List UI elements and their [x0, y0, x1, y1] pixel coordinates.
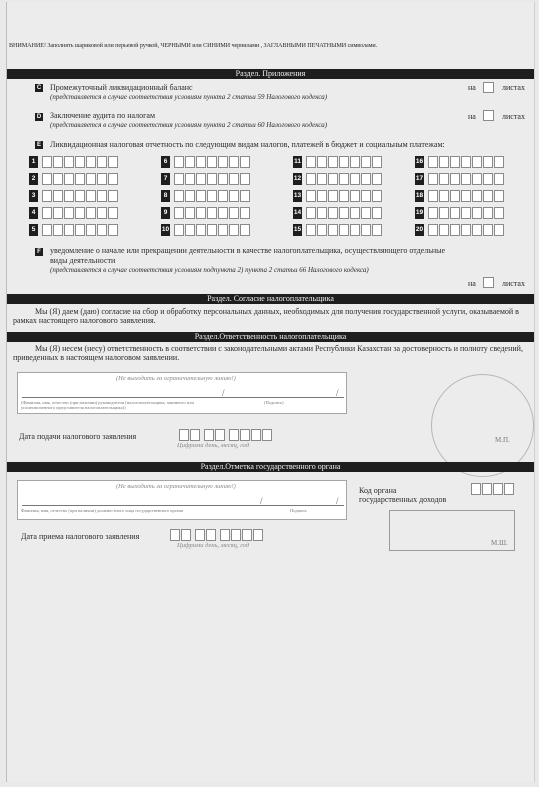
- submission-date-cell[interactable]: [190, 429, 200, 441]
- tax-code-cell[interactable]: [108, 173, 118, 185]
- tax-code-cell[interactable]: [439, 190, 449, 202]
- tax-code-cell[interactable]: [372, 224, 382, 236]
- tax-code-cell[interactable]: [42, 156, 52, 168]
- tax-code-cell[interactable]: [64, 190, 74, 202]
- tax-code-cell[interactable]: [372, 190, 382, 202]
- tax-code-row-number: 12: [293, 173, 302, 185]
- tax-code-cell[interactable]: [53, 207, 63, 219]
- tax-code-cell[interactable]: [339, 224, 349, 236]
- tax-code-row: [161, 207, 251, 219]
- appendix-c-sheets-input[interactable]: [483, 82, 494, 93]
- tax-code-cell[interactable]: [218, 207, 228, 219]
- submission-date-cell[interactable]: [240, 429, 250, 441]
- tax-code-cell[interactable]: [42, 207, 52, 219]
- tax-code-cell[interactable]: [439, 207, 449, 219]
- tax-code-row: [293, 156, 383, 168]
- appendix-c-note: (представляется в случае соответствия условиям пункта 2 статьи 59 Налогового кодекса): [50, 93, 328, 101]
- tax-code-cell[interactable]: [240, 224, 250, 236]
- tax-code-cell[interactable]: [483, 190, 493, 202]
- tax-code-cell[interactable]: [339, 156, 349, 168]
- tax-code-cell[interactable]: [450, 173, 460, 185]
- tax-code-row-number: 10: [161, 224, 170, 236]
- form-sheet: [6, 2, 535, 782]
- tax-code-cell[interactable]: [350, 207, 360, 219]
- tax-code-cell[interactable]: [185, 224, 195, 236]
- tax-code-cell[interactable]: [97, 207, 107, 219]
- tax-code-cell[interactable]: [207, 207, 217, 219]
- tax-code-cell[interactable]: [472, 224, 482, 236]
- tax-code-cell[interactable]: [207, 156, 217, 168]
- submission-date-cell[interactable]: [229, 429, 239, 441]
- tax-code-cell[interactable]: [42, 173, 52, 185]
- tax-code-cell[interactable]: [350, 190, 360, 202]
- tax-code-cell[interactable]: [218, 224, 228, 236]
- tax-code-cell[interactable]: [196, 156, 206, 168]
- tax-code-cell[interactable]: [97, 190, 107, 202]
- tax-code-cell[interactable]: [328, 224, 338, 236]
- tax-code-cell[interactable]: [450, 190, 460, 202]
- tax-code-cell[interactable]: [75, 190, 85, 202]
- tax-code-cell[interactable]: [339, 190, 349, 202]
- tax-code-cell[interactable]: [174, 190, 184, 202]
- tax-code-cell[interactable]: [472, 173, 482, 185]
- tax-code-cell[interactable]: [350, 156, 360, 168]
- submission-date-hint: Цифрами день, месяц, год: [177, 442, 250, 449]
- tax-code-cell[interactable]: [108, 207, 118, 219]
- tax-code-row-number: 13: [293, 190, 302, 202]
- tax-code-cell[interactable]: [439, 224, 449, 236]
- tax-code-cell[interactable]: [207, 190, 217, 202]
- acceptance-date-cell[interactable]: [206, 529, 216, 541]
- official-name-signature-field[interactable]: [17, 480, 347, 520]
- taxpayer-field-line: [22, 397, 344, 398]
- taxpayer-field-slash-end: /: [336, 388, 339, 398]
- tax-code-cell[interactable]: [483, 173, 493, 185]
- tax-code-cell[interactable]: [174, 156, 184, 168]
- authority-stamp-label: М.Ш.: [491, 539, 508, 547]
- tax-code-cell[interactable]: [428, 156, 438, 168]
- tax-code-cell[interactable]: [306, 173, 316, 185]
- tax-code-cell[interactable]: [439, 173, 449, 185]
- official-field-slash: /: [260, 496, 263, 506]
- tax-code-cell[interactable]: [97, 156, 107, 168]
- tax-code-row: [415, 207, 505, 219]
- tax-code-cell[interactable]: [428, 207, 438, 219]
- tax-code-cell[interactable]: [185, 190, 195, 202]
- tax-code-cell[interactable]: [361, 207, 371, 219]
- tax-code-cell[interactable]: [218, 173, 228, 185]
- tax-code-row-number: 20: [415, 224, 424, 236]
- tax-code-cell[interactable]: [86, 190, 96, 202]
- tax-code-cell[interactable]: [494, 173, 504, 185]
- tax-code-cell[interactable]: [428, 224, 438, 236]
- submission-date-cell[interactable]: [179, 429, 189, 441]
- tax-code-cell[interactable]: [361, 156, 371, 168]
- tax-code-cell[interactable]: [350, 173, 360, 185]
- tax-code-row-number: 19: [415, 207, 424, 219]
- tax-code-row: [161, 190, 251, 202]
- tax-code-cell[interactable]: [461, 190, 471, 202]
- tax-code-cell[interactable]: [207, 224, 217, 236]
- tax-code-cell[interactable]: [53, 190, 63, 202]
- tax-code-row: [415, 224, 505, 236]
- tax-code-cell[interactable]: [450, 207, 460, 219]
- tax-code-row: [415, 173, 505, 185]
- tax-code-row-number: 15: [293, 224, 302, 236]
- tax-code-row-number: 9: [161, 207, 170, 219]
- submission-date-cell[interactable]: [262, 429, 272, 441]
- tax-code-cell[interactable]: [361, 190, 371, 202]
- tax-code-row: [29, 156, 119, 168]
- tax-code-cell[interactable]: [64, 207, 74, 219]
- tax-code-cell[interactable]: [328, 173, 338, 185]
- tax-code-cell[interactable]: [361, 173, 371, 185]
- appendix-c-na: на: [468, 83, 476, 92]
- taxpayer-name-signature-field[interactable]: [17, 372, 347, 414]
- submission-date-cell[interactable]: [204, 429, 214, 441]
- submission-date-label: Дата подачи налогового заявления: [19, 432, 137, 441]
- authority-code-cells: [471, 483, 515, 495]
- tax-code-cell[interactable]: [185, 173, 195, 185]
- tax-code-cell[interactable]: [494, 190, 504, 202]
- tax-code-row: [161, 173, 251, 185]
- tax-code-cell[interactable]: [306, 190, 316, 202]
- tax-code-cell[interactable]: [86, 173, 96, 185]
- appendix-d-sheets-input[interactable]: [483, 110, 494, 121]
- acceptance-date-hint: Цифрами день, месяц, год: [177, 542, 250, 549]
- tax-code-row: [293, 207, 383, 219]
- tax-code-cell[interactable]: [229, 190, 239, 202]
- tax-code-cell[interactable]: [450, 156, 460, 168]
- authority-code-cell[interactable]: [482, 483, 492, 495]
- tax-code-cell[interactable]: [75, 156, 85, 168]
- tax-code-cell[interactable]: [64, 224, 74, 236]
- tax-code-cell[interactable]: [372, 173, 382, 185]
- tax-code-cell[interactable]: [174, 207, 184, 219]
- tax-code-cell[interactable]: [372, 207, 382, 219]
- appendix-section-header: Раздел. Приложения: [7, 69, 534, 79]
- stamp-label: М.П.: [495, 436, 510, 444]
- official-signature-caption: Подпись: [290, 508, 307, 513]
- tax-code-cell[interactable]: [306, 224, 316, 236]
- tax-code-cell[interactable]: [108, 224, 118, 236]
- tax-code-cell[interactable]: [86, 156, 96, 168]
- appendix-f-sheets-input[interactable]: [483, 277, 494, 288]
- tax-code-row-number: 3: [29, 190, 38, 202]
- appendix-f-badge: F: [35, 248, 43, 256]
- tax-code-row: [29, 190, 119, 202]
- tax-code-cell[interactable]: [306, 156, 316, 168]
- tax-code-cell[interactable]: [86, 224, 96, 236]
- tax-code-cell[interactable]: [240, 207, 250, 219]
- tax-code-cell[interactable]: [328, 190, 338, 202]
- appendix-d-badge: D: [36, 114, 42, 120]
- tax-code-cell[interactable]: [328, 207, 338, 219]
- tax-code-cell[interactable]: [174, 173, 184, 185]
- appendix-c-badge: C: [36, 85, 42, 91]
- appendix-c-sheets-label: листах: [502, 83, 525, 92]
- authority-code-label-line2: государственных доходов: [359, 495, 447, 504]
- acceptance-date-cell[interactable]: [242, 529, 252, 541]
- tax-code-row: [161, 224, 251, 236]
- tax-code-row-number: 1: [29, 156, 38, 168]
- tax-code-cell[interactable]: [372, 156, 382, 168]
- tax-code-cell[interactable]: [361, 224, 371, 236]
- tax-code-row: [161, 156, 251, 168]
- tax-code-cell[interactable]: [328, 156, 338, 168]
- tax-code-cell[interactable]: [494, 224, 504, 236]
- appendix-e-badge: E: [36, 142, 41, 148]
- consent-text: Мы (Я) даем (даю) согласие на сбор и обработку персональных данных, необходимых для получения государственной услуги, оказываемой в рамках настоящего налогового заявления.: [13, 307, 519, 325]
- tax-code-cell[interactable]: [461, 224, 471, 236]
- tax-code-cell[interactable]: [75, 173, 85, 185]
- appendix-f-na: на: [468, 279, 476, 288]
- tax-code-cell[interactable]: [185, 156, 195, 168]
- tax-code-cell[interactable]: [439, 156, 449, 168]
- appendix-d-sheets-label: листах: [502, 112, 525, 121]
- tax-code-cell[interactable]: [42, 224, 52, 236]
- appendix-f-title-line1: уведомление о начале или прекращении деятельности в качестве налогоплательщика, осуществляющего отдельные: [50, 246, 446, 255]
- tax-code-cell[interactable]: [218, 190, 228, 202]
- tax-code-cell[interactable]: [240, 190, 250, 202]
- tax-code-cell[interactable]: [461, 173, 471, 185]
- tax-code-cell[interactable]: [472, 156, 482, 168]
- tax-code-cell[interactable]: [75, 207, 85, 219]
- tax-code-row: [29, 207, 119, 219]
- official-name-caption: Фамилия, имя, отчество (при наличии) должностного лица государственного органа: [21, 508, 183, 513]
- tax-code-row: [29, 224, 119, 236]
- tax-code-cell[interactable]: [64, 156, 74, 168]
- tax-code-cell[interactable]: [196, 173, 206, 185]
- tax-code-cell[interactable]: [75, 224, 85, 236]
- tax-code-cell[interactable]: [428, 173, 438, 185]
- tax-code-cell[interactable]: [64, 173, 74, 185]
- tax-code-cell[interactable]: [196, 224, 206, 236]
- tax-code-cell[interactable]: [196, 190, 206, 202]
- tax-code-row: [415, 156, 505, 168]
- appendix-d-title: Заключение аудита по налогам: [50, 111, 156, 120]
- acceptance-date-cells: [170, 529, 264, 541]
- tax-code-cell[interactable]: [218, 156, 228, 168]
- appendix-e-title: Ликвидационная налоговая отчетность по следующим видам налогов, платежей в бюджет и социальным платежам:: [50, 140, 445, 149]
- tax-code-cell[interactable]: [229, 156, 239, 168]
- tax-code-cell[interactable]: [42, 190, 52, 202]
- tax-code-cell[interactable]: [450, 224, 460, 236]
- consent-section-header: Раздел. Согласие налогоплательщика: [7, 294, 534, 304]
- tax-code-cell[interactable]: [196, 207, 206, 219]
- official-field-line: [22, 505, 344, 506]
- tax-code-cell[interactable]: [174, 224, 184, 236]
- tax-code-cell[interactable]: [350, 224, 360, 236]
- tax-code-row-number: 17: [415, 173, 424, 185]
- taxpayer-field-slash: /: [222, 388, 225, 398]
- tax-code-cell[interactable]: [97, 173, 107, 185]
- tax-code-row-number: 8: [161, 190, 170, 202]
- tax-code-cell[interactable]: [461, 156, 471, 168]
- tax-code-cell[interactable]: [229, 224, 239, 236]
- tax-code-cell[interactable]: [108, 156, 118, 168]
- tax-code-cell[interactable]: [306, 207, 316, 219]
- authority-code-cell[interactable]: [504, 483, 514, 495]
- tax-code-row: [293, 190, 383, 202]
- tax-code-cell[interactable]: [339, 207, 349, 219]
- tax-code-cell[interactable]: [494, 207, 504, 219]
- taxpayer-signature-caption: (Подпись): [264, 400, 284, 405]
- acceptance-date-cell[interactable]: [220, 529, 230, 541]
- appendix-d-note: (представляется в случае соответствия условиям пункта 2 статьи 60 Налогового кодекса): [50, 121, 328, 129]
- submission-date-cells: [179, 429, 273, 441]
- acceptance-date-cell[interactable]: [170, 529, 180, 541]
- tax-code-row: [29, 173, 119, 185]
- authority-code-label-line1: Код органа: [359, 486, 397, 495]
- tax-code-row-number: 4: [29, 207, 38, 219]
- authority-section-header: Раздел.Отметка государственного органа: [7, 462, 534, 472]
- responsibility-section-header: Раздел.Ответственность налогоплательщика: [7, 332, 534, 342]
- tax-code-row-number: 18: [415, 190, 424, 202]
- taxpayer-name-caption: (Фамилия, имя, отчество (при наличии) руководителя (налогоплательщика, законного или уполномоченного представителя налогоплательщика)): [21, 400, 194, 410]
- authority-code-cell[interactable]: [493, 483, 503, 495]
- tax-code-cell[interactable]: [53, 224, 63, 236]
- tax-code-row-number: 2: [29, 173, 38, 185]
- tax-code-cell[interactable]: [339, 173, 349, 185]
- tax-code-cell[interactable]: [53, 173, 63, 185]
- tax-code-cell[interactable]: [185, 207, 195, 219]
- tax-code-cell[interactable]: [483, 207, 493, 219]
- tax-code-cell[interactable]: [108, 190, 118, 202]
- tax-code-cell[interactable]: [86, 207, 96, 219]
- tax-code-cell[interactable]: [428, 190, 438, 202]
- submission-date-cell[interactable]: [251, 429, 261, 441]
- tax-code-cell[interactable]: [207, 173, 217, 185]
- appendix-c-title: Промежуточный ликвидационный баланс: [50, 83, 193, 92]
- tax-code-row-number: 11: [293, 156, 302, 168]
- tax-code-cell[interactable]: [317, 190, 327, 202]
- appendix-f-note: (представляется в случае соответствия условиям подпункта 2) пункта 2 статьи 66 Налогового кодекса): [50, 266, 369, 274]
- official-field-hint: (Не выходить за ограничительную линию!): [116, 483, 236, 490]
- acceptance-date-cell[interactable]: [231, 529, 241, 541]
- appendix-f-title-line2: виды деятельности: [50, 256, 116, 265]
- tax-code-cell[interactable]: [483, 224, 493, 236]
- authority-code-cell[interactable]: [471, 483, 481, 495]
- tax-code-cell[interactable]: [317, 224, 327, 236]
- tax-code-cell[interactable]: [472, 190, 482, 202]
- tax-code-row-number: 14: [293, 207, 302, 219]
- tax-code-cell[interactable]: [494, 156, 504, 168]
- acceptance-date-cell[interactable]: [253, 529, 263, 541]
- tax-code-cell[interactable]: [240, 156, 250, 168]
- submission-date-cell[interactable]: [215, 429, 225, 441]
- tax-code-cell[interactable]: [53, 156, 63, 168]
- tax-code-cell[interactable]: [317, 173, 327, 185]
- tax-code-cell[interactable]: [229, 173, 239, 185]
- tax-code-cell[interactable]: [240, 173, 250, 185]
- tax-code-cell[interactable]: [461, 207, 471, 219]
- fill-instruction: ВНИМАНИЕ! Заполнять шариковой или перьевой ручкой, ЧЕРНЫМИ или СИНИМИ чернилами , ЗАГЛАВНЫМИ ПЕЧАТНЫМИ символами.: [9, 42, 378, 49]
- tax-code-cell[interactable]: [472, 207, 482, 219]
- acceptance-date-cell[interactable]: [181, 529, 191, 541]
- tax-code-row-number: 16: [415, 156, 424, 168]
- acceptance-date-cell[interactable]: [195, 529, 205, 541]
- responsibility-text: Мы (Я) несем (несу) ответственность в соответствии с законодательными актами Республики Казахстан за достоверность и полноту сведений, приведенных в настоящем налоговом заявлении.: [13, 344, 523, 362]
- tax-code-row: [293, 224, 383, 236]
- tax-code-row-number: 6: [161, 156, 170, 168]
- taxpayer-field-hint: (Не выходить за ограничительную линию!): [116, 375, 236, 382]
- official-field-slash-end: /: [336, 496, 339, 506]
- tax-code-cell[interactable]: [317, 156, 327, 168]
- appendix-d-na: на: [468, 112, 476, 121]
- appendix-f-sheets-label: листах: [502, 279, 525, 288]
- tax-code-row-number: 5: [29, 224, 38, 236]
- tax-code-cell[interactable]: [229, 207, 239, 219]
- tax-code-row: [415, 190, 505, 202]
- tax-code-cell[interactable]: [317, 207, 327, 219]
- tax-code-row: [293, 173, 383, 185]
- acceptance-date-label: Дата приема налогового заявления: [21, 532, 140, 541]
- tax-code-cell[interactable]: [483, 156, 493, 168]
- tax-code-cell[interactable]: [97, 224, 107, 236]
- tax-code-row-number: 7: [161, 173, 170, 185]
